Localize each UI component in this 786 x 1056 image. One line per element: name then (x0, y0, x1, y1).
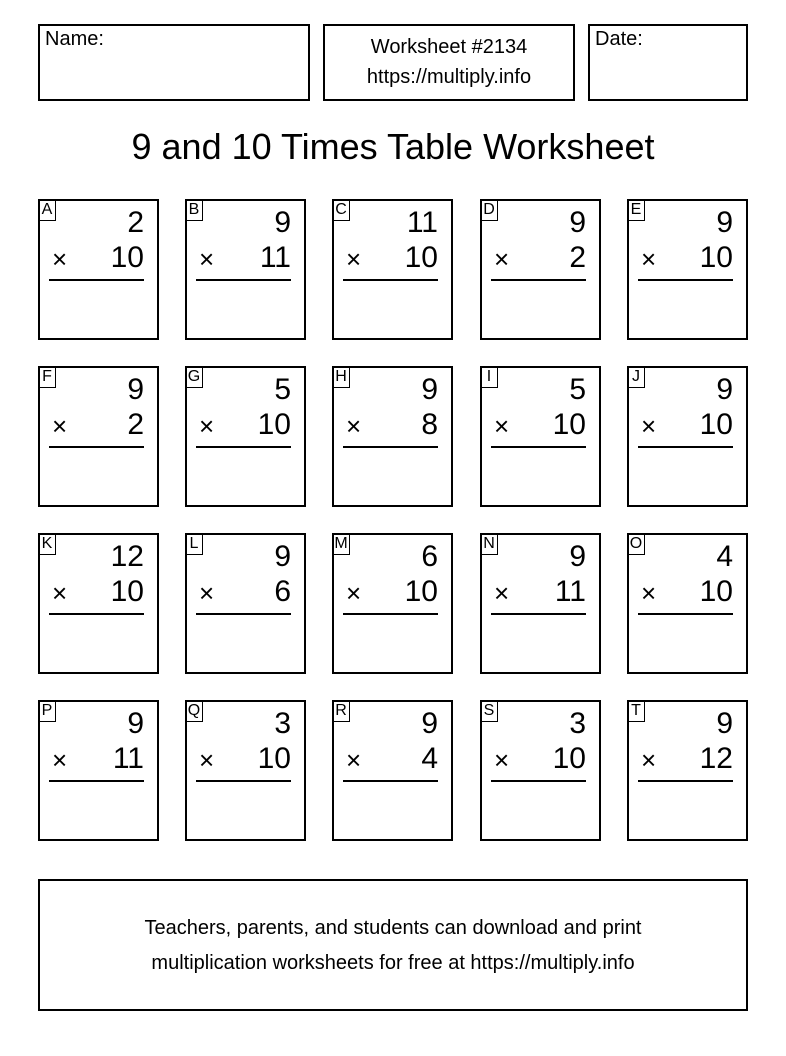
problem-card[interactable] (332, 700, 453, 841)
problem-card[interactable] (332, 366, 453, 507)
multiplier: 8 (421, 408, 438, 441)
multiplicand: 6 (421, 540, 438, 573)
multiply-sign: × (346, 578, 362, 608)
multiplier: 4 (421, 742, 438, 775)
name-field-box[interactable] (38, 24, 310, 101)
multiply-sign: × (199, 244, 215, 274)
multiplicand: 9 (569, 206, 586, 239)
multiplicand: 3 (274, 707, 291, 740)
multiplicand: 11 (406, 206, 438, 239)
multiply-sign: × (641, 244, 657, 274)
problem-card[interactable] (185, 533, 306, 674)
problem-letter: J (627, 366, 645, 388)
multiplier: 10 (699, 241, 733, 274)
problem-card[interactable] (38, 199, 159, 340)
answer-line (49, 613, 144, 615)
multiplicand: 9 (274, 540, 291, 573)
multiplicand: 9 (421, 373, 438, 406)
multiplicand: 9 (716, 707, 733, 740)
answer-line (49, 780, 144, 782)
multiplier: 10 (404, 575, 438, 608)
problem-letter: Q (185, 700, 203, 722)
multiplicand: 9 (569, 540, 586, 573)
problem-letter: D (480, 199, 498, 221)
answer-line (196, 446, 291, 448)
multiply-sign: × (641, 411, 657, 441)
problem-card[interactable] (185, 199, 306, 340)
multiplicand: 12 (110, 540, 144, 573)
problem-card[interactable] (38, 700, 159, 841)
problem-letter: C (332, 199, 350, 221)
footer-note-box (38, 879, 748, 1011)
multiplicand: 9 (716, 373, 733, 406)
problem-letter: A (38, 199, 56, 221)
answer-line (638, 613, 733, 615)
problem-card[interactable] (480, 199, 601, 340)
problem-card[interactable] (627, 199, 748, 340)
multiplier: 10 (110, 241, 144, 274)
answer-line (491, 780, 586, 782)
problem-card[interactable] (480, 533, 601, 674)
answer-line (196, 279, 291, 281)
multiply-sign: × (494, 578, 510, 608)
multiplicand: 9 (421, 707, 438, 740)
problem-letter: P (38, 700, 56, 722)
multiply-sign: × (199, 411, 215, 441)
multiplicand: 9 (127, 373, 144, 406)
problem-card[interactable] (627, 366, 748, 507)
worksheet-number: Worksheet #2134 (370, 36, 528, 58)
multiply-sign: × (52, 745, 68, 775)
problem-card[interactable] (332, 199, 453, 340)
answer-line (343, 613, 438, 615)
multiply-sign: × (494, 411, 510, 441)
answer-line (49, 279, 144, 281)
multiply-sign: × (346, 745, 362, 775)
answer-line (491, 446, 586, 448)
problem-card[interactable] (627, 533, 748, 674)
multiplier: 10 (699, 408, 733, 441)
problem-letter: L (185, 533, 203, 555)
multiplicand: 5 (274, 373, 291, 406)
problem-card[interactable] (480, 700, 601, 841)
multiplicand: 9 (716, 206, 733, 239)
date-field-box[interactable] (588, 24, 748, 101)
multiply-sign: × (199, 578, 215, 608)
multiply-sign: × (52, 578, 68, 608)
multiply-sign: × (346, 244, 362, 274)
multiplicand: 9 (274, 206, 291, 239)
problem-letter: I (480, 366, 498, 388)
answer-line (343, 780, 438, 782)
answer-line (638, 780, 733, 782)
answer-line (196, 780, 291, 782)
multiplier: 10 (404, 241, 438, 274)
multiplier: 2 (569, 241, 586, 274)
multiplier: 2 (127, 408, 144, 441)
answer-line (491, 613, 586, 615)
multiply-sign: × (346, 411, 362, 441)
multiplier: 10 (699, 575, 733, 608)
problem-letter: K (38, 533, 56, 555)
multiplier: 11 (112, 742, 144, 775)
multiplier: 11 (554, 575, 586, 608)
multiplier: 10 (552, 408, 586, 441)
multiplicand: 4 (716, 540, 733, 573)
problem-letter: F (38, 366, 56, 388)
multiply-sign: × (641, 745, 657, 775)
multiplier: 6 (274, 575, 291, 608)
multiply-sign: × (52, 244, 68, 274)
problem-letter: N (480, 533, 498, 555)
answer-line (196, 613, 291, 615)
footer-line-1: Teachers, parents, and students can download and print (144, 917, 642, 939)
problem-letter: M (332, 533, 350, 555)
worksheet-info-box (323, 24, 575, 101)
multiplier: 10 (257, 742, 291, 775)
multiplicand: 2 (127, 206, 144, 239)
problem-letter: E (627, 199, 645, 221)
multiplicand: 9 (127, 707, 144, 740)
answer-line (49, 446, 144, 448)
site-url: https://multiply.info (366, 66, 532, 88)
problem-letter: B (185, 199, 203, 221)
multiply-sign: × (641, 578, 657, 608)
multiplier: 10 (110, 575, 144, 608)
multiplier: 10 (257, 408, 291, 441)
multiplicand: 5 (569, 373, 586, 406)
problem-letter: G (185, 366, 203, 388)
multiply-sign: × (52, 411, 68, 441)
problem-card[interactable] (38, 366, 159, 507)
problem-card[interactable] (627, 700, 748, 841)
problem-letter: H (332, 366, 350, 388)
name-label: Name: (45, 28, 104, 50)
answer-line (491, 279, 586, 281)
problem-card[interactable] (38, 533, 159, 674)
multiplier: 10 (552, 742, 586, 775)
multiply-sign: × (494, 244, 510, 274)
answer-line (638, 279, 733, 281)
answer-line (343, 279, 438, 281)
multiplier: 12 (699, 742, 733, 775)
problem-letter: O (627, 533, 645, 555)
problem-card[interactable] (185, 366, 306, 507)
multiplier: 11 (259, 241, 291, 274)
answer-line (638, 446, 733, 448)
problem-card[interactable] (185, 700, 306, 841)
multiply-sign: × (199, 745, 215, 775)
footer-line-2: multiplication worksheets for free at https://multiply.info (151, 952, 635, 974)
problem-letter: R (332, 700, 350, 722)
worksheet-title: 9 and 10 Times Table Worksheet (131, 126, 655, 167)
multiplicand: 3 (569, 707, 586, 740)
problem-letter: T (627, 700, 645, 722)
problem-card[interactable] (332, 533, 453, 674)
date-label: Date: (595, 28, 643, 50)
problem-letter: S (480, 700, 498, 722)
answer-line (343, 446, 438, 448)
problem-card[interactable] (480, 366, 601, 507)
multiply-sign: × (494, 745, 510, 775)
